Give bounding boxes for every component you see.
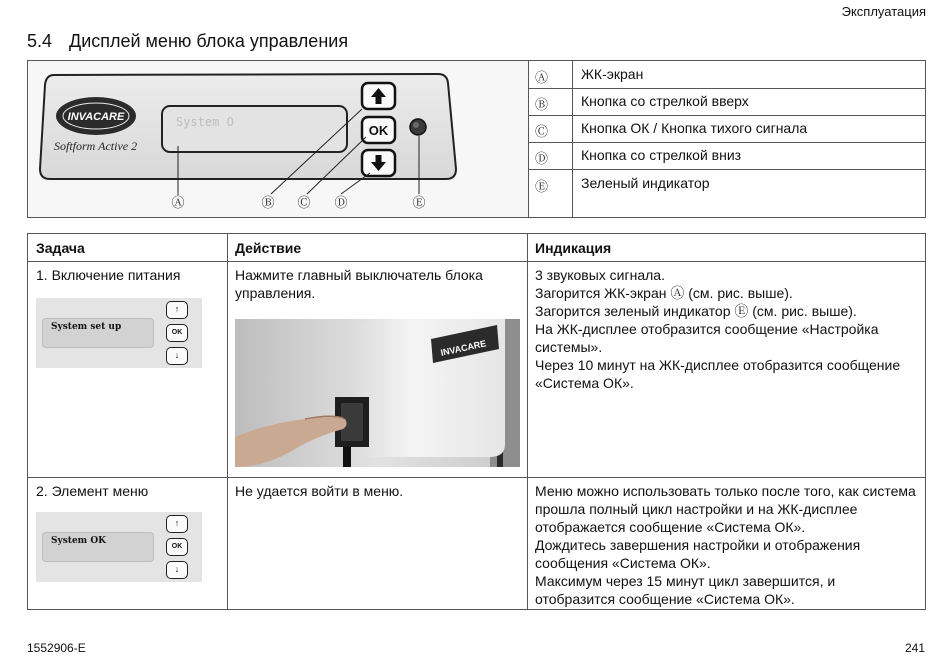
model-name-text: Softform Active 2 (54, 139, 138, 153)
task-label: 2. Элемент меню (36, 483, 149, 499)
callout-d: Ⓓ (334, 196, 348, 211)
legend-row (528, 115, 925, 143)
lcd-screen (42, 532, 154, 562)
indication-line: На ЖК-дисплее отобразится сообщение «Настройка системы». (535, 321, 879, 355)
lcd-screen-text: System O (176, 115, 234, 129)
legend-letter: Ⓐ (535, 70, 549, 85)
action-text: Нажмите главный выключатель блока управления. (235, 267, 483, 301)
lcd-panel-thumbnail (36, 298, 202, 368)
callout-e: Ⓔ (412, 196, 426, 211)
legend-row (528, 61, 925, 89)
indication-line: Меню можно использовать только после того, как система прошла полный цикл настройки и на ЖК-дисплее отображается сообщение «Система ОК». (535, 483, 916, 535)
legend-row (528, 88, 925, 116)
control-unit-drawing (28, 61, 528, 217)
callout-c: Ⓒ (297, 196, 311, 211)
page-number: 241 (904, 641, 925, 655)
lcd-screen (162, 106, 347, 152)
table-header-indication: Индикация (535, 240, 612, 256)
callout-a: Ⓐ (171, 196, 185, 211)
figure-legend (528, 61, 925, 217)
legend-letter: Ⓒ (535, 124, 549, 139)
ok-button-label: OK (368, 123, 389, 138)
indication-text (535, 266, 915, 392)
indication-line: Загорится зеленый индикатор Ⓔ (см. рис. выше). (535, 303, 857, 319)
up-arrow-icon: ↑ (166, 515, 188, 533)
legend-label: Зеленый индикатор (581, 175, 710, 191)
legend-label: Кнопка ОК / Кнопка тихого сигнала (581, 120, 808, 136)
section-number: 5.4 (27, 31, 53, 51)
action-text: Не удается войти в меню. (235, 483, 404, 499)
legend-letter: Ⓑ (535, 97, 549, 112)
legend-label: ЖК-экран (581, 66, 644, 82)
section-title (27, 31, 348, 52)
indication-line: Дождитесь завершения настройки и отображения сообщения «Система ОК». (535, 537, 861, 571)
lcd-panel-thumbnail (36, 512, 202, 582)
down-arrow-icon: ↓ (166, 347, 188, 365)
legend-letter: Ⓓ (535, 151, 549, 166)
callout-b: Ⓑ (261, 196, 275, 211)
ok-button-icon: OK (166, 324, 188, 342)
ok-button-icon: OK (166, 538, 188, 556)
brand-logo-text: INVACARE (67, 111, 125, 123)
up-arrow-icon: ↑ (166, 301, 188, 319)
control-unit-figure (28, 61, 529, 217)
legend-row (528, 170, 925, 217)
legend-letter: Ⓔ (535, 179, 549, 194)
indication-text (535, 482, 917, 608)
control-unit-figure-block (27, 60, 926, 218)
indication-line: Максимум через 15 минут цикл завершится, и отобразится сообщение «Система ОК». (535, 573, 836, 607)
section-heading: Дисплей меню блока управления (69, 31, 349, 51)
table-header-task: Задача (36, 240, 85, 256)
document-number: 1552906-E (27, 641, 86, 655)
table-header-action: Действие (235, 240, 302, 256)
down-arrow-icon: ↓ (166, 561, 188, 579)
indication-line: Загорится ЖК-экран Ⓐ (см. рис. выше). (535, 285, 793, 301)
operation-table (27, 233, 926, 610)
indication-line: Через 10 минут на ЖК-дисплее отобразится сообщение «Система ОК». (535, 357, 901, 391)
legend-row (528, 142, 925, 170)
running-header: Эксплуатация (841, 4, 926, 19)
lcd-screen (42, 318, 154, 348)
legend-label: Кнопка со стрелкой вверх (581, 93, 749, 109)
task-label: 1. Включение питания (36, 267, 181, 283)
legend-label: Кнопка со стрелкой вниз (581, 147, 742, 163)
lcd-message: System set up (51, 322, 122, 332)
lcd-message: System OK (51, 536, 106, 546)
photo-logo-text: INVACARE (439, 338, 488, 358)
power-switch-photo (235, 319, 520, 467)
indication-line: 3 звуковых сигнала. (535, 267, 665, 283)
